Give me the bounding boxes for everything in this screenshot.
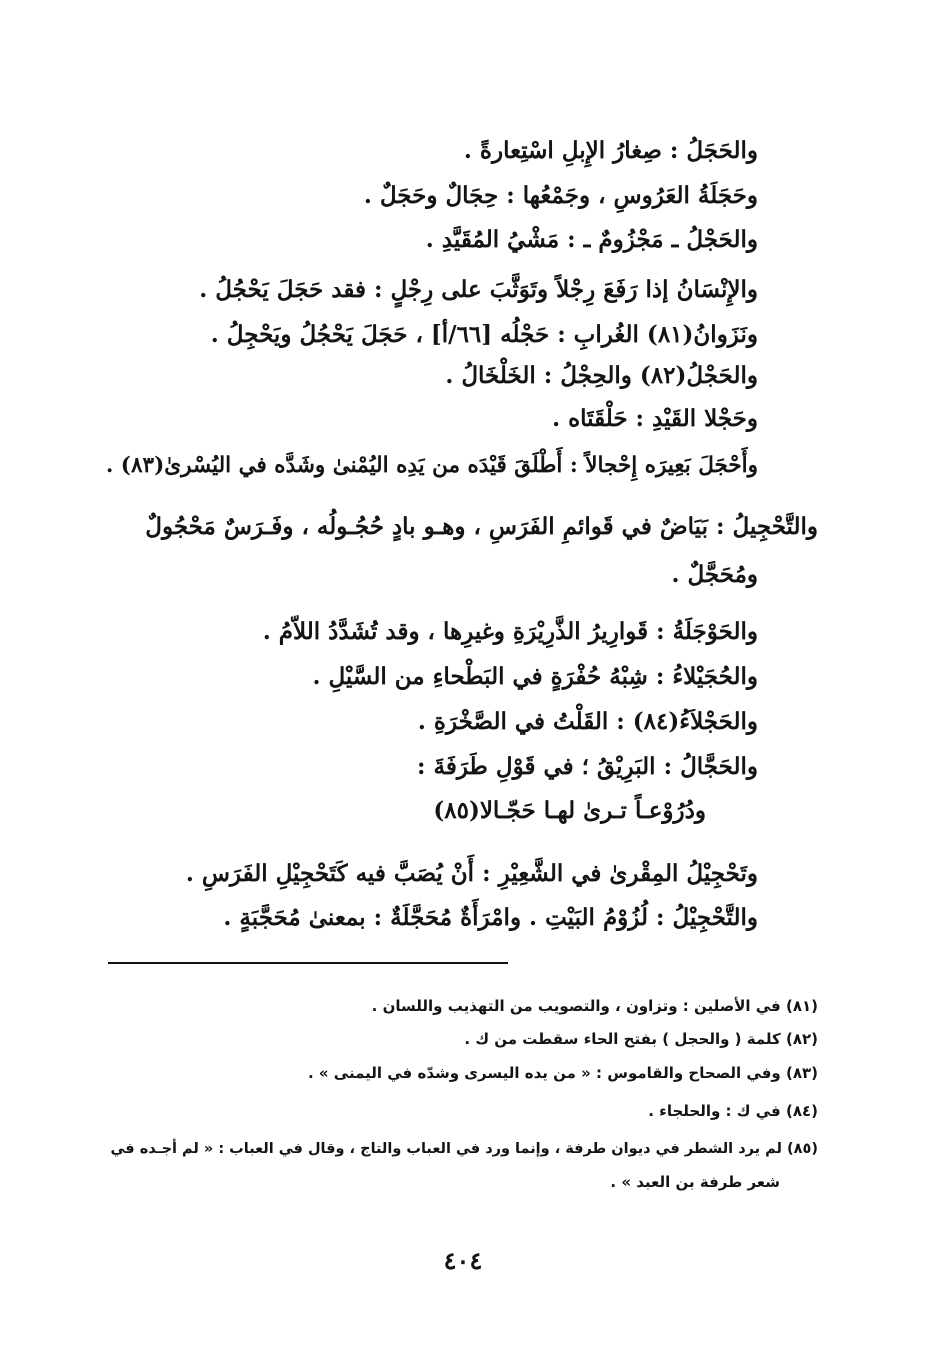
body-line-1: والحَجَلُ : صِغارُ الإِبلِ اسْتِعارةً . [463, 137, 758, 164]
footnote-84: (٨٤) في ك : والحلجاء . [648, 1102, 818, 1120]
footnote-81: (٨١) في الأصلين : وتزاون ، والتصويب من التهذيب واللسان . [371, 997, 818, 1015]
body-line-15: وتَحْجِيْلُ المِقْرىٰ في الشَّعِيْرِ : أَنْ يُصَبَّ فيه كَتَحْجِيْلِ الفَرَسِ . [185, 860, 758, 887]
body-line-13: والحَجْلاَءُ(٨٤) : القَلْتُ في الصَّخْرَةِ . [417, 708, 758, 735]
body-line-14: والحَجَّالُ : البَرِيْقُ ؛ في قَوْلِ طَرَفَةَ : [417, 753, 758, 780]
footnote-separator [108, 962, 508, 964]
body-line-11: والحَوْجَلَةُ : قَوارِيرُ الذَّرِيْرَةِ وغيرِها ، وقد تُشَدَّدُ اللاّمُ . [262, 618, 758, 645]
page-number: ٤٠٤ [443, 1246, 483, 1275]
body-line-8: وأَحْجَلَ بَعِيرَه إِحْجالاً : أَطْلَقَ قَيْدَه من يَدِه اليُمْنىٰ وشَدَّه في اليُسْرىٰ(٨٣) . [105, 453, 758, 478]
body-line-7: وحَجْلا القَيْدِ : حَلْقَتَاه . [552, 405, 758, 432]
body-line-5: ونَزَوانُ(٨١) الغُرابِ : حَجْلُه [٦٦/أ] ، حَجَلَ يَحْجُلُ ويَحْجِلُ . [210, 321, 758, 348]
footnote-85-continuation: شعر طرفة بن العبد » . [610, 1173, 780, 1191]
body-line-6: والحَجْلُ(٨٢) والحِجْلُ : الخَلْخَالُ . [445, 362, 758, 389]
body-line-10: ومُحَجَّلٌ . [671, 561, 758, 588]
body-line-9: والتَّحْجِيلُ : بَيَاضٌ في قَوائمِ الفَرَسِ ، وهـو بادٍ حُجُـولُه ، وفَـرَسٌ مَحْجُولٌ [145, 513, 818, 540]
body-line-16: والتَّحْجِيْلُ : لُزُوْمُ البَيْتِ . وامْرَأَةٌ مُحَجَّلَةٌ : بمعنىٰ مُحَجَّبَةٍ . [223, 904, 758, 931]
footnote-83: (٨٣) وفي الصحاح والقاموس : « من يده اليسرى وشدّه في اليمنى » . [307, 1064, 818, 1082]
body-line-4: والإِنْسَانُ إذا رَفَعَ رِجْلاً وتَوَثَّبَ على رِجْلٍ : فقد حَجَلَ يَحْجُلُ . [199, 276, 758, 303]
footnote-85: (٨٥) لم يرد الشطر في ديوان طرفة ، وإنما ورد في العباب والتاج ، وقال في العباب : « لم أجـده في [110, 1141, 818, 1157]
body-line-2: وحَجَلَةُ العَرُوسِ ، وجَمْعُها : حِجَالٌ وحَجَلٌ . [363, 182, 758, 209]
body-line-12: والحُجَيْلاءُ : شِبْهُ حُفْرَةٍ في البَطْحاءِ من السَّيْلِ . [312, 663, 758, 690]
verse-line: ودُرُوْعـاً تـرىٰ لهـا حَجّـالا(٨٥) [433, 797, 706, 824]
footnote-82: (٨٢) كلمة ( والحجل ) بفتح الحاء سقطت من ك . [464, 1030, 818, 1048]
body-line-3: والحَجْلُ ـ مَجْزُومٌ ـ : مَشْيُ المُقَيَّدِ . [425, 226, 758, 253]
